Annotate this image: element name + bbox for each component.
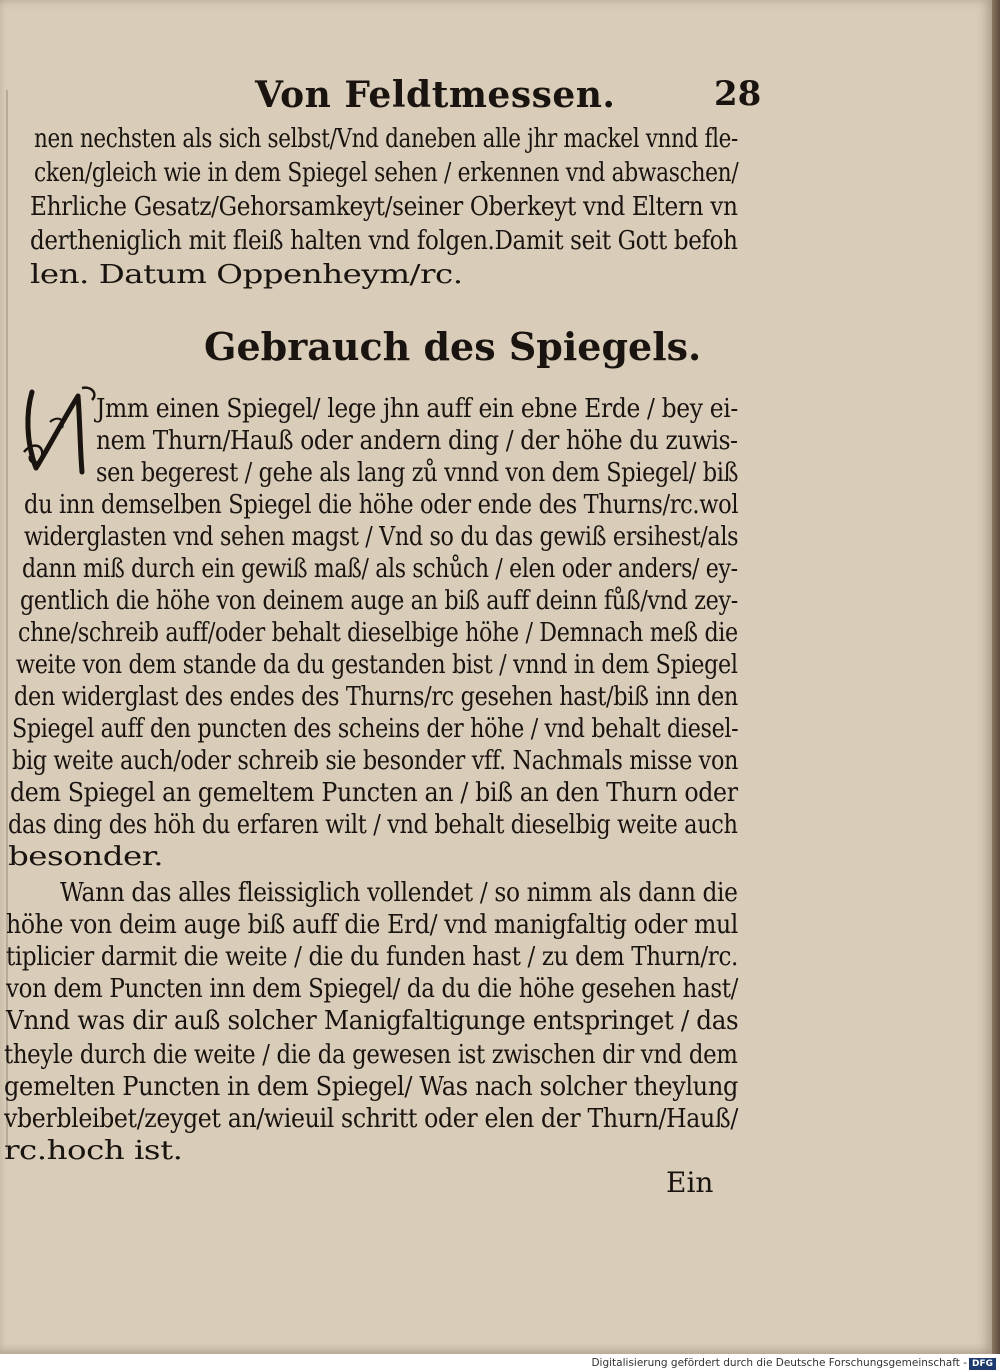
text-line: theyle durch die weite / die da gewesen ist zwischen dir vnd dem [4,1040,738,1070]
text-line: gentlich die höhe von deinem auge an biß auff deinn fůß/vnd zey- [20,586,738,616]
text-line: widerglasten vnd sehen magst / Vnd so du das gewiß ersihest/als [24,522,739,552]
text-line: gemelten Puncten in dem Spiegel/ Was nach solcher theylung [4,1072,739,1102]
text-line: den widerglast des endes des Thurns/rc gesehen hast/biß inn den [14,682,738,712]
text-line: das ding des höh du erfaren wilt / vnd behalt dieselbig weite auch [8,810,738,840]
text-line: nen nechsten als sich selbst/Vnd daneben alle jhr mackel vnnd fle- [34,124,738,154]
text-line: höhe von deim auge biß auff die Erd/ vnd manigfaltig oder mul [6,910,738,940]
text-line: weite von dem stande da du gestanden bist / vnnd in dem Spiegel [16,650,738,680]
text-line: vberbleibet/zeyget an/wieuil schritt oder elen der Thurn/Hauß/ [4,1104,738,1134]
text-line: nem Thurn/Hauß oder andern ding / der höhe du zuwis- [96,426,738,456]
text-line: len. Datum Oppenheym/rc. [30,260,463,290]
section-heading: Gebrauch des Spiegels. [204,324,702,369]
text-line: tiplicier darmit die weite / die du funden hast / zu dem Thurn/rc. [6,942,738,972]
digitization-footer [0,1354,1000,1372]
text-line: Vnnd was dir auß solcher Manigfaltigunge entspringet / das [6,1006,739,1036]
footer-credit: Digitalisierung gefördert durch die Deutsche Forschungsgemeinschaft - [591,1357,967,1369]
text-line: dem Spiegel an gemeltem Puncten an / biß an den Thurn oder [10,778,738,808]
text-line: sen begerest / gehe als lang zů vnnd von dem Spiegel/ biß [96,458,739,488]
text-line: Jmm einen Spiegel/ lege jhn auff ein ebne Erde / bey ei- [96,394,738,424]
text-line: Ehrliche Gesatz/Gehorsamkeyt/seiner Oberkeyt vnd Eltern vn [30,192,738,222]
catchword: Ein [666,1166,714,1199]
text-line: du inn demselben Spiegel die höhe oder ende des Thurns/rc.wol [24,490,739,520]
text-line: Wann das alles fleissiglich vollendet / so nimm als dann die [60,878,738,908]
text-line: besonder. [8,842,164,872]
page-number: 28 [714,74,762,114]
text-line: big weite auch/oder schreib sie besonder vff. Nachmals misse von [12,746,739,776]
text-line: von dem Puncten inn dem Spiegel/ da du die höhe gesehen hast/ [6,974,739,1004]
text-line: cken/gleich wie in dem Spiegel sehen / erkennen vnd abwaschen/ [34,158,739,188]
text-line: Spiegel auff den puncten des scheins der höhe / vnd behalt diesel- [12,714,739,744]
page-edge-shadow [992,0,1000,1354]
running-title: Von Feldtmessen. [255,74,616,116]
text-line: dann miß durch ein gewiß maß/ als schůch / elen oder anders/ ey- [22,554,738,584]
decorated-initial-ornament [22,382,100,478]
text-line: rc.hoch ist. [4,1136,183,1166]
text-line: chne/schreib auff/oder behalt dieselbige höhe / Demnach meß die [18,618,738,648]
text-line: dertheniglich mit fleiß halten vnd folgen.Damit seit Gott befoh [30,226,738,256]
dfg-logo: DFG [969,1358,996,1370]
